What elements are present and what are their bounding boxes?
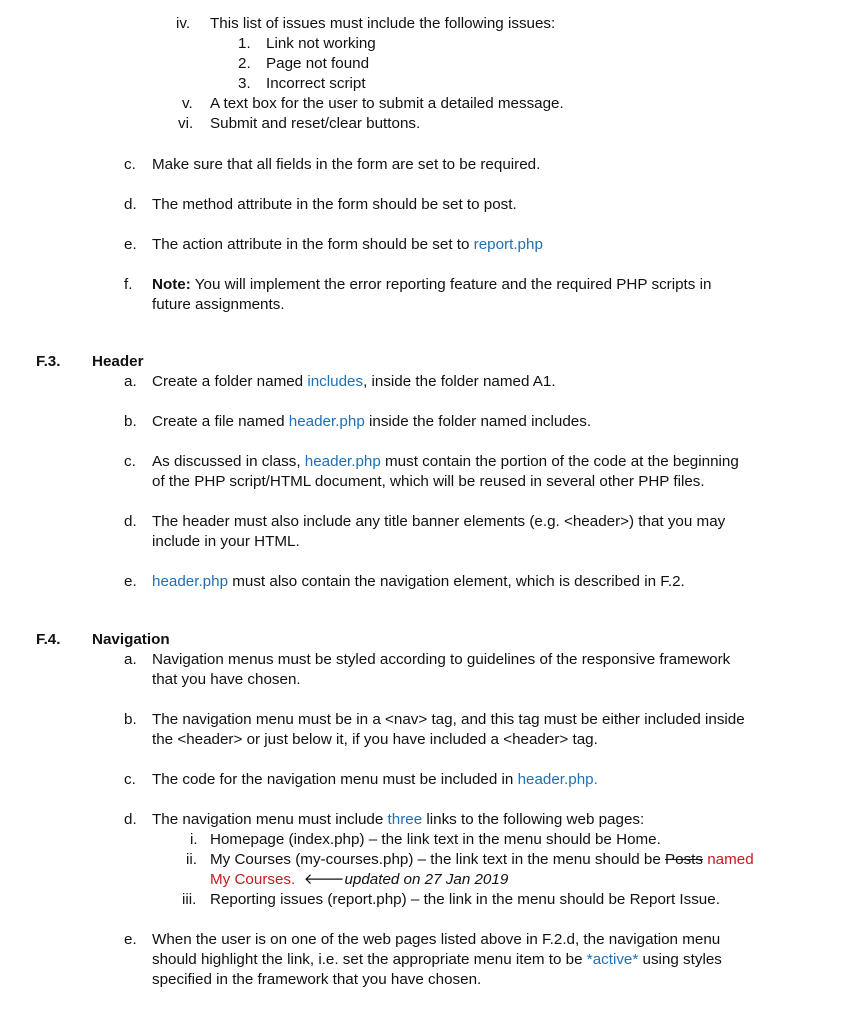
- f4-marker-b: b.: [124, 711, 137, 728]
- f4-item-e-line2: [152, 950, 722, 970]
- header-php-link[interactable]: header.php: [152, 573, 229, 590]
- list-marker-iv: iv.: [176, 15, 191, 32]
- issue-marker-1: 1.: [238, 35, 251, 52]
- f4-item-a-line1: Navigation menus must be styled according to guidelines of the responsive framework: [152, 651, 731, 668]
- f4-c-after: .: [593, 771, 598, 788]
- struck-text: Posts: [665, 851, 703, 868]
- f4-marker-c: c.: [124, 771, 136, 788]
- f2-marker-c: c.: [124, 156, 136, 173]
- f3-b-after: inside the folder named includes.: [364, 413, 592, 430]
- f4-item-d: [152, 810, 644, 830]
- list-marker-v: v.: [182, 95, 193, 112]
- f2-item-d: The method attribute in the form should be set to post.: [152, 196, 517, 213]
- item-iv-text: This list of issues must include the following issues:: [210, 15, 556, 32]
- f3-marker-b: b.: [124, 413, 137, 430]
- section-title-header: Header: [92, 353, 144, 370]
- update-note: updated on 27 Jan 2019: [344, 871, 509, 888]
- f4-item-b-line1: The navigation menu must be in a <nav> tag, and this tag must be either included inside: [152, 711, 745, 728]
- item-vi-text: Submit and reset/clear buttons.: [210, 115, 421, 132]
- f2-item-c: Make sure that all fields in the form are set to be required.: [152, 156, 541, 173]
- f3-marker-e: e.: [124, 573, 137, 590]
- f3-item-a: [152, 372, 556, 392]
- section-title-navigation: Navigation: [92, 631, 170, 648]
- subitem-marker-iii: iii.: [182, 891, 197, 908]
- issue-text-2: Page not found: [266, 55, 370, 72]
- f4-c-before: The code for the navigation menu must be included in: [152, 771, 518, 788]
- f3-item-e: [152, 572, 685, 592]
- f2-marker-e: e.: [124, 236, 137, 253]
- f4-marker-e: e.: [124, 931, 137, 948]
- f3-marker-a: a.: [124, 373, 137, 390]
- f4-item-a-line2: that you have chosen.: [152, 671, 301, 688]
- f2-marker-f: f.: [124, 276, 133, 293]
- header-php-link[interactable]: header.php: [288, 413, 365, 430]
- issue-marker-3: 3.: [238, 75, 251, 92]
- f3-a-after: , inside the folder named A1.: [363, 373, 556, 390]
- f4-item-e-line3: specified in the framework that you have chosen.: [152, 971, 482, 988]
- f3-b-before: Create a file named: [152, 413, 289, 430]
- section-number-f3: F.3.: [36, 353, 61, 370]
- f3-marker-c: c.: [124, 453, 136, 470]
- f4-e-before: should highlight the link, i.e. set the appropriate menu item to be: [152, 951, 587, 968]
- f4-e-after: using styles: [638, 951, 722, 968]
- f3-c-before: As discussed in class,: [152, 453, 305, 470]
- f3-c-after: must contain the portion of the code at the beginning: [380, 453, 739, 470]
- f4-item-c: [152, 770, 598, 790]
- f3-e-after: must also contain the navigation element, which is described in F.2.: [228, 573, 685, 590]
- subitem-iii-text: Reporting issues (report.php) – the link in the menu should be Report Issue.: [210, 891, 720, 908]
- section-number-f4: F.4.: [36, 631, 61, 648]
- f2-item-e-text: The action attribute in the form should be set to: [152, 236, 474, 253]
- f4-d-before: The navigation menu must include: [152, 811, 388, 828]
- f3-item-b: [152, 412, 591, 432]
- f3-item-c-line1: [152, 452, 739, 472]
- note-label: Note:: [152, 276, 191, 293]
- correction-text: named: [702, 851, 754, 868]
- subitem-marker-i: i.: [190, 831, 198, 848]
- includes-link[interactable]: includes: [307, 373, 364, 390]
- active-link[interactable]: *active*: [586, 951, 639, 968]
- subitem-ii-line1: [210, 850, 754, 870]
- f3-a-before: Create a folder named: [152, 373, 308, 390]
- subitem-ii-line2: [210, 870, 508, 890]
- f4-marker-d: d.: [124, 811, 137, 828]
- note-text: You will implement the error reporting feature and the required PHP scripts in: [190, 276, 712, 293]
- f3-marker-d: d.: [124, 513, 137, 530]
- f2-item-f-line1: [152, 275, 711, 295]
- report-php-link[interactable]: report.php: [473, 236, 543, 253]
- f4-item-b-line2: the <header> or just below it, if you have included a <header> tag.: [152, 731, 598, 748]
- f2-item-e: [152, 235, 543, 255]
- issue-text-3: Incorrect script: [266, 75, 366, 92]
- three-link[interactable]: three: [387, 811, 423, 828]
- header-php-link[interactable]: header.php: [304, 453, 381, 470]
- f3-item-c-line2: of the PHP script/HTML document, which will be reused in several other PHP files.: [152, 473, 705, 490]
- f3-item-d-line2: include in your HTML.: [152, 533, 300, 550]
- f4-marker-a: a.: [124, 651, 137, 668]
- correction-text-2: My Courses.: [210, 871, 296, 888]
- issue-text-1: Link not working: [266, 35, 376, 52]
- f4-d-after: links to the following web pages:: [422, 811, 645, 828]
- item-v-text: A text box for the user to submit a detailed message.: [210, 95, 564, 112]
- f4-item-e-line1: When the user is on one of the web pages listed above in F.2.d, the navigation menu: [152, 931, 721, 948]
- header-php-link[interactable]: header.php: [517, 771, 594, 788]
- f3-item-d-line1: The header must also include any title banner elements (e.g. <header>) that you may: [152, 513, 726, 530]
- subitem-i-text: Homepage (index.php) – the link text in the menu should be Home.: [210, 831, 661, 848]
- issue-marker-2: 2.: [238, 55, 251, 72]
- subitem-ii-text: My Courses (my-courses.php) – the link text in the menu should be: [210, 851, 665, 868]
- f2-item-f-line2: future assignments.: [152, 296, 285, 313]
- left-arrow-icon: 🡐: [303, 871, 345, 888]
- subitem-marker-ii: ii.: [186, 851, 197, 868]
- list-marker-vi: vi.: [178, 115, 194, 132]
- f2-marker-d: d.: [124, 196, 137, 213]
